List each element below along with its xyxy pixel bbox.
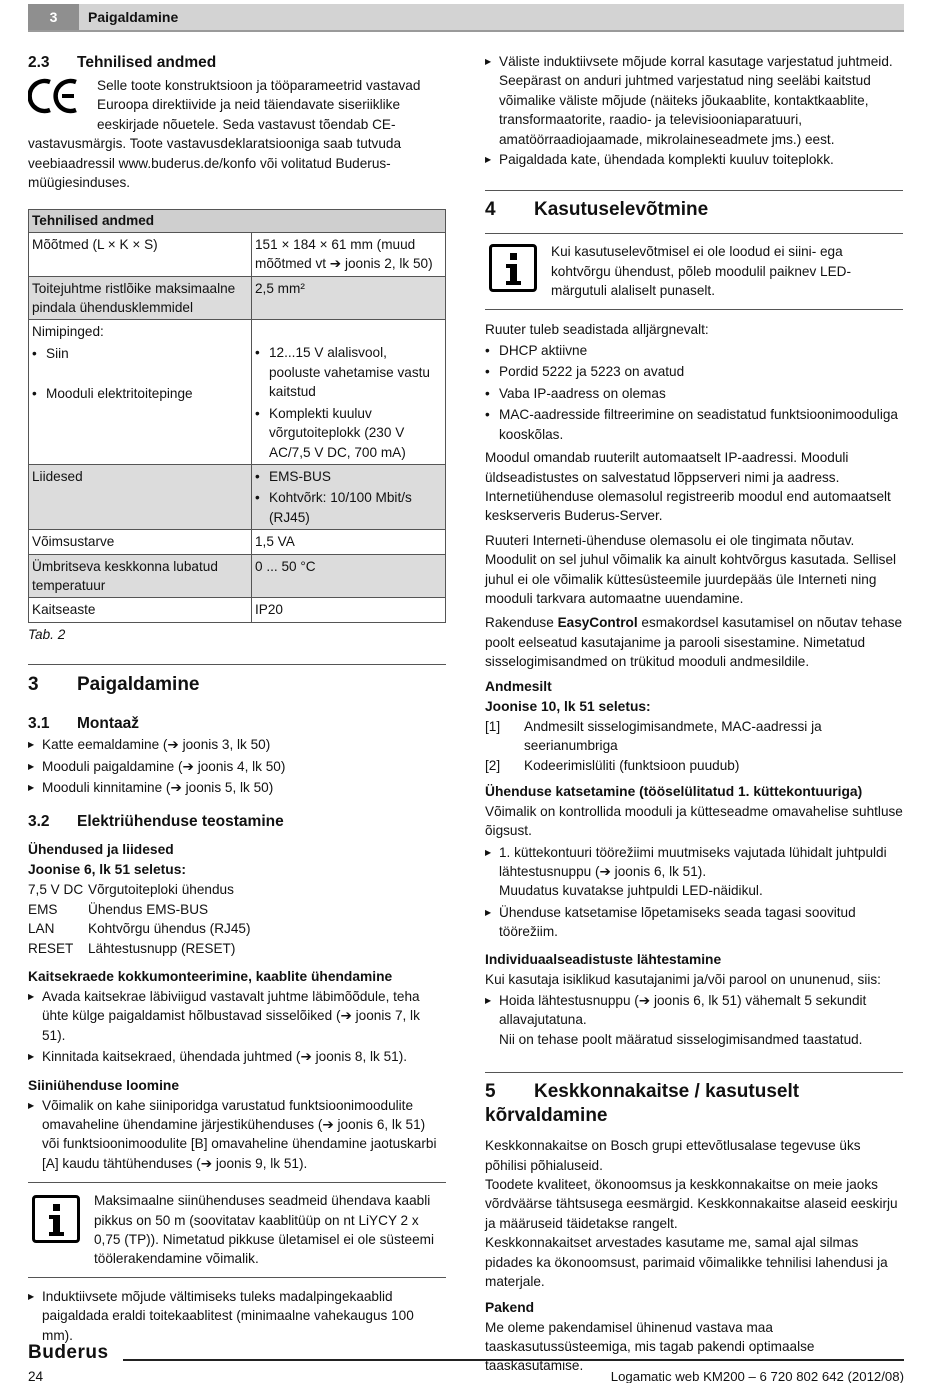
list-item: ▶ 1. küttekontuuri töörežiimi muutmiseks vajutada lühidalt juhtpuldi lähtestusnuppu (➔ joonis 6, lk 51). Muudatus kuvatakse juhtpuldi LED-näidikul. xyxy=(485,843,903,901)
list-item: • Vaba IP-aadress on olemas xyxy=(485,384,903,403)
info-note: Kui kasutuselevõtmisel ei ole loodud ei siini- ega kohtvõrgu ühendust, põleb moodulil paiknev LED-märgutuli alaliselt punaselt. xyxy=(485,233,903,309)
table-row: Nimipinged: • Siin • Mooduli elektritoitepinge • 12...15 V alalisvool, pooluste vahetamise vastu kaitstud • Komplekti kuuluv võrgutoiteplokk (230 V AC/7,5 V DC, 700 mA) xyxy=(29,319,445,463)
paragraph: Võimalik on kontrollida mooduli ja kütteseadme omavahelise suhtluse õigsust. xyxy=(485,803,903,839)
section-3-1-heading: 3.1 Montaaž xyxy=(28,715,139,733)
table-caption: Tab. 2 xyxy=(28,626,66,642)
list-item: • MAC-aadresside filtreerimine on seadistatud funktsioonimooduliga kooskõlas. xyxy=(485,405,903,444)
list-item: ▶ Avada kaitsekrae läbiviigud vastavalt juhtme läbimõõdule, teha ühte külge paigaldamist hõlbustavad sisselõiked (➔ joonis 7, lk 51). xyxy=(28,987,446,1045)
info-icon xyxy=(32,1195,80,1243)
table-row: Toitejuhtme ristlõike maksimaalne pindala ühendusklemmidel 2,5 mm² xyxy=(29,276,445,320)
list-item: • DHCP aktiivne xyxy=(485,341,903,360)
ce-text-line-2: Euroopa direktiivide ja neid täiendavate siseriiklike xyxy=(97,97,401,113)
table-row: Liidesed • EMS-BUS • Kohtvõrk: 10/100 Mbit/s (RJ45) xyxy=(29,464,445,529)
info-note: Maksimaalne siinühenduses seadmeid ühendava kaabli pikkus on 50 m (soovitatav kaablitüüp on nt LiYCY 2 x 0,75 (TP)). Nimetatud pikkuse ületamisel ei ole süsteemi töölerakendamine võimalik. xyxy=(28,1182,446,1278)
connections-legend: 7,5 V DC Võrgutoiteploki ühendus EMS Ühendus EMS-BUS LAN Kohtvõrgu ühendus (RJ45) RESET Lähtestusnupp (RESET) xyxy=(28,882,251,956)
subheading-connections: Ühendused ja liidesed xyxy=(28,842,174,858)
paragraph: Me oleme pakendamisel ühinenud vastava maa taaskasutussüsteemiga, mis tagab pakendi optimaalse taaskasutamise. xyxy=(485,1319,815,1374)
router-intro: Ruuter tuleb seadistada alljärgnevalt: xyxy=(485,321,709,337)
section-4-heading: 4 Kasutuselevõtmine xyxy=(485,199,709,221)
table-row: Kaitseaste IP20 xyxy=(29,597,445,621)
paragraph: Rakenduse EasyControl esmakordsel kasutamisel on nõutav tehase poolt eelseatud kasutajanime ja parooli sisestamine. Nimetatud sisselogimisandmed on trükitud mooduli andmesildile. xyxy=(485,615,903,670)
collar-steps xyxy=(28,987,446,1067)
section-3-2-heading: 3.2 Elektriühenduse teostamine xyxy=(28,813,284,831)
list-item: ▶ Mooduli paigaldamine (➔ joonis 4, lk 50) xyxy=(28,757,446,776)
section-5-rule xyxy=(485,1072,903,1128)
subheading-bus: Siiniühenduse loomine xyxy=(28,1077,180,1093)
section-3-rule xyxy=(28,664,446,697)
list-item: ▶ Hoida lähtestusnuppu (➔ joonis 6, lk 51) vähemalt 5 sekundit allavajutatuna. Nii on tehase poolt määratud sisselogimisandmed taastatud. xyxy=(485,991,903,1049)
ce-mark-icon xyxy=(28,76,82,116)
ce-text-line-4: vastavusmärgis. Toote vastavusdeklaratsiooniga saab tutvuda xyxy=(28,136,402,152)
list-item: ▶ Väliste induktiivsete mõjude korral kasutage varjestatud juhtmeid. Seepärast on anduri juhtmed varjestatud ning seeläbi kaitstud võimalike väliste mõjude (näiteks jõukaablite, kontaktkaablite, transformaatorite, raadio- ja televisiooniaparatuuri, amatöörraadiojaamade, mikrolaineseadmete jms.) eest. xyxy=(485,52,903,149)
chapter-number: 3 xyxy=(28,4,79,30)
document-id: Logamatic web KM200 – 6 720 802 642 (2012/08) xyxy=(610,1369,904,1383)
router-requirements xyxy=(485,341,903,444)
tech-data-table xyxy=(28,209,446,622)
paragraph: Keskkonnakaitset arvestades kasutame me, samal ajal silmas pidades ka ökonoomsust, parimaid võimalikke tehnilisi lahendusi ja materjale. xyxy=(485,1235,888,1290)
reset-steps xyxy=(485,991,903,1049)
list-item: ▶ Kinnitada kaitsekraed, ühendada juhtmed (➔ joonis 8, lk 51). xyxy=(28,1047,446,1066)
subheading-legend: Joonise 6, lk 51 seletus: xyxy=(28,862,186,878)
subheading-reset: Individuaalseadistuste lähtestamine xyxy=(485,951,722,967)
left-column xyxy=(28,52,446,1345)
section-4-rule xyxy=(485,190,903,222)
right-column xyxy=(485,52,903,1376)
list-item: ▶ Ühenduse katsetamise lõpetamiseks seada tagasi soovitud töörežiim. xyxy=(485,903,903,942)
paragraph: Keskkonnakaitse on Bosch grupi ettevõtlusalase tegevuse üks põhilisi põhialuseid. xyxy=(485,1138,861,1173)
subheading-test: Ühenduse katsetamine (tööselülitatud 1. küttekontuuriga) xyxy=(485,783,863,799)
subheading-collars: Kaitsekraede kokkumonteerimine, kaablite ühendamine xyxy=(28,969,393,984)
table-header: Tehnilised andmed xyxy=(29,210,445,231)
list-item: ▶ Võimalik on kahe siiniporidga varustatud funktsioonimoodulite omavaheline ühendamine järjestikühenduses (➔ joonis 6, lk 51) või funktsioonimoodulite [B] omavaheline ühendamine jaotuskarbi [A] kaudu tähtühenduses (➔ joonis 9, lk 51). xyxy=(28,1096,446,1174)
paragraph: Moodul omandab ruuterilt automaatselt IP-aadressi. Mooduli üldseadistustes on salvestatud lõppserveri nimi ja aadress. Internetiühenduse olemasolul registreerib moodul end automaatselt keskserveris Buderus-Server. xyxy=(485,450,891,524)
subheading-legend: Joonise 10, lk 51 seletus: xyxy=(485,698,651,714)
chapter-title: Paigaldamine xyxy=(88,9,179,25)
subheading-packaging: Pakend xyxy=(485,1299,535,1315)
table-row: Võimsustarve 1,5 VA xyxy=(29,529,445,553)
page-header xyxy=(28,4,904,32)
page-number: 24 xyxy=(28,1369,44,1383)
ce-text-line-5: veebiaadressil www.buderus.de/konfo või volitatud Buderus- xyxy=(28,155,391,171)
list-item: ▶ Mooduli kinnitamine (➔ joonis 5, lk 50) xyxy=(28,778,446,797)
list-item: ▶ Katte eemaldamine (➔ joonis 3, lk 50) xyxy=(28,735,446,754)
ce-text-line-3: eeskirjade nõuetele. Seda vastavust tõendab CE- xyxy=(97,116,396,132)
ce-text-line-1: Selle toote konstruktsioon ja tööparameetrid vastavad xyxy=(97,78,421,93)
section-2-3-heading: 2.3 Tehnilised andmed xyxy=(28,54,217,71)
section-5-heading: 5 Keskkonnakaitse / kasutuselt kõrvaldamine xyxy=(485,1081,800,1127)
bus-steps xyxy=(28,1096,446,1174)
paragraph: Toodete kvaliteet, ökonoomsus ja keskkonnakaitse on meie jaoks võrdväärse tähtsusega eesmärgid. Keskkonnakaitse alaseid eeskirju ja määruseid täidetakse rangelt. xyxy=(485,1177,898,1231)
table-row: Ümbritseva keskkonna lubatud temperatuur 0 ... 50 °C xyxy=(29,554,445,598)
test-steps xyxy=(485,843,903,942)
svg-text:CE: CE xyxy=(28,76,30,77)
table-row: Mõõtmed (L × K × S) 151 × 184 × 61 mm (muud mõõtmed vt ➔ joonis 2, lk 50) xyxy=(29,232,445,276)
paragraph: Kui kasutaja isiklikud kasutajanimi ja/või parool on ununenud, siis: xyxy=(485,971,881,987)
info-icon xyxy=(489,244,537,292)
ce-block xyxy=(28,76,446,192)
ce-text-line-6: müügiesinduses. xyxy=(28,175,131,191)
subheading-nameplate: Andmesilt xyxy=(485,678,552,694)
mounting-steps xyxy=(28,735,446,797)
shielding-steps xyxy=(485,52,903,169)
section-3-heading: 3 Paigaldamine xyxy=(28,674,200,696)
buderus-logo: Buderus xyxy=(28,1342,109,1363)
list-item: • Pordid 5222 ja 5223 on avatud xyxy=(485,362,903,381)
list-item: ▶ Paigaldada kate, ühendada komplekti kuuluv toiteplokk. xyxy=(485,150,903,169)
paragraph: Ruuteri Interneti-ühenduse olemasolu ei ole tingimata nõutav. Moodulit on sel juhul võimalik ka ainult kohtvõrgus kasutada. Sellisel juhul ei ole võimalik küttesüsteemile juurdepääs üle Interneti ning mooduli tarkvara automaatne uuendamine. xyxy=(485,532,897,606)
nameplate-legend: [1] Andmesilt sisselogimisandmete, MAC-aadressi ja seerianumbriga [2] Kodeerimislüliti (funktsioon puudub) xyxy=(485,718,822,774)
induction-steps xyxy=(28,1287,446,1345)
footer-rule xyxy=(123,1359,904,1361)
list-item: ▶ Induktiivsete mõjude vältimiseks tuleks madalpingekaablid paigaldada eraldi toitekaablitest (minimaalne vahekaugus 100 mm). xyxy=(28,1287,446,1345)
